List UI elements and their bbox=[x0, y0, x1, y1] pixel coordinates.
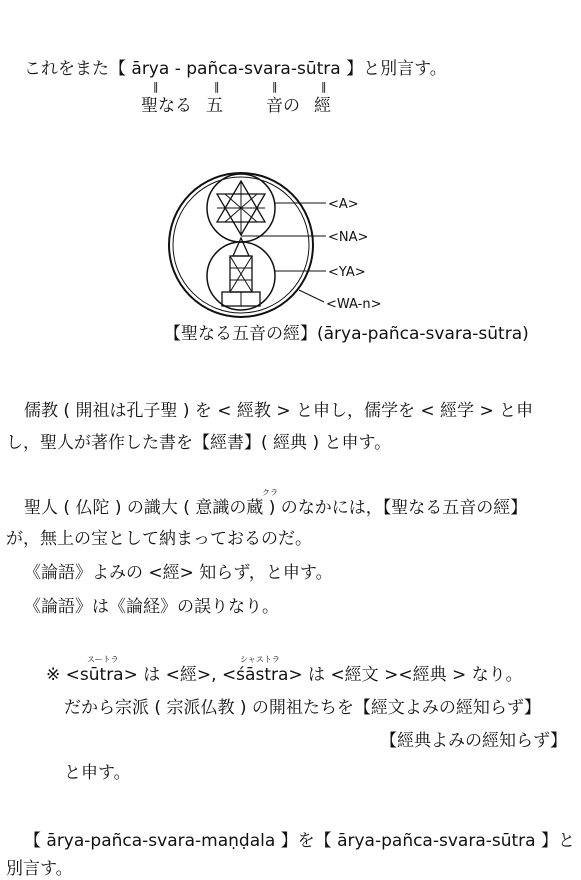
para2-line1: 聖人 ( 仏陀 ) の識大 ( 意識の蔵 ) のなかには，【聖なる五音の經】 bbox=[24, 498, 528, 518]
diagram-caption: 【聖なる五音の經】(ārya-pañca-svara-sūtra) bbox=[164, 324, 529, 344]
leader-wa bbox=[299, 290, 324, 302]
para2-line2: が，無上の宝として納まっておるのだ。 bbox=[6, 529, 312, 549]
label-ya: <YA> bbox=[328, 265, 366, 280]
gloss-on: 音の bbox=[266, 96, 300, 116]
mandala-diagram bbox=[160, 170, 410, 320]
eq-mark-1: ‖ bbox=[153, 80, 159, 93]
eq-mark-2: ‖ bbox=[214, 80, 220, 93]
label-a: <A> bbox=[328, 197, 359, 212]
ruby-sutra: スートラ bbox=[87, 655, 119, 664]
eq-mark-3: ‖ bbox=[272, 80, 278, 93]
note-line1: ※ <sūtra> は <經>, <śāstra> は <經文 ><經典 > なり。 bbox=[46, 665, 523, 685]
para2-line3: 《論語》よみの <經> 知らず，と申す。 bbox=[24, 563, 333, 583]
label-na: <NA> bbox=[328, 230, 369, 245]
gloss-kyo: 經 bbox=[314, 96, 331, 116]
note-line3: 【經典よみの經知らず】 bbox=[380, 731, 567, 751]
gloss-go: 五 bbox=[206, 96, 223, 116]
final-line2: 別言す。 bbox=[6, 859, 73, 879]
ruby-shastra: シャストラ bbox=[240, 655, 280, 664]
arrow-head bbox=[233, 238, 249, 256]
eq-mark-4: ‖ bbox=[321, 80, 327, 93]
para1-line2: し，聖人が著作した書を【經書】( 經典 ) と申す。 bbox=[6, 433, 392, 453]
ruby-kura: クラ bbox=[262, 488, 278, 497]
line-1: これをまた【 ārya - pañca-svara-sūtra 】と別言す。 bbox=[24, 59, 447, 79]
para2-line4: 《論語》は《論経》の誤りなり。 bbox=[24, 597, 279, 617]
note-line4: と申す。 bbox=[64, 763, 131, 783]
gloss-seinaru: 聖なる bbox=[141, 96, 192, 116]
para1-line1: 儒教 ( 開祖は孔子聖 ) を < 經教 > と申し，儒学を < 經学 > と申 bbox=[24, 401, 534, 421]
note-line2: だから宗派 ( 宗派仏教 ) の開祖たちを【經文よみの經知らず】 bbox=[64, 698, 541, 718]
label-wa-n: <WA-n> bbox=[326, 297, 382, 312]
final-line1: 【 ārya-pañca-svara-maṇḍala 】を【 ārya-pañca-svara-sūtra 】と bbox=[24, 831, 575, 851]
